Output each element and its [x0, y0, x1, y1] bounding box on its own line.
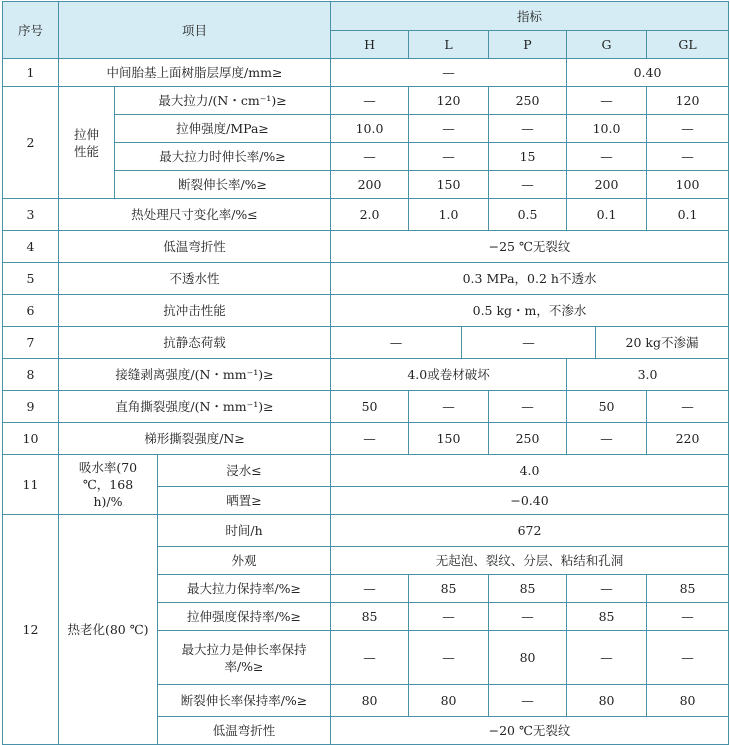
- static-load-subtable: [331, 327, 728, 358]
- row-item: 不透水性: [59, 263, 331, 295]
- row-item: 时间/h: [158, 515, 331, 547]
- row-item: 低温弯折性: [59, 231, 331, 263]
- table-row: [3, 199, 729, 231]
- cell-value: 0.3 MPa，0.2 h不透水: [331, 263, 729, 295]
- row-item: 热处理尺寸变化率/%≤: [59, 199, 331, 231]
- cell-value: —: [647, 603, 729, 631]
- cell-value: —: [331, 143, 409, 171]
- row-number: 12: [3, 515, 59, 745]
- cell-value: 120: [647, 87, 729, 115]
- row-item: 接缝剥离强度/(N・mm⁻¹)≥: [59, 359, 331, 391]
- row-number: 11: [3, 455, 59, 515]
- row-item: 最大拉力/(N・cm⁻¹)≥: [115, 87, 331, 115]
- table-row: [3, 263, 729, 295]
- cell-value: 0.40: [567, 59, 729, 87]
- cell-value: —: [489, 171, 567, 199]
- cell-value: 200: [567, 171, 647, 199]
- row-item: 断裂伸长率保持率/%≥: [158, 685, 331, 717]
- spec-table: [2, 1, 729, 745]
- row-item: 拉伸强度/MPa≥: [115, 115, 331, 143]
- cell-value: 无起泡、裂纹、分层、粘结和孔洞: [331, 547, 729, 575]
- cell-value: 10.0: [567, 115, 647, 143]
- row-number: 1: [3, 59, 59, 87]
- cell-value: 80: [331, 685, 409, 717]
- row-item: 低温弯折性: [158, 717, 331, 745]
- header-seq: 序号: [3, 2, 59, 59]
- row-number: 10: [3, 423, 59, 455]
- cell-value: 250: [489, 423, 567, 455]
- row-number: 9: [3, 391, 59, 423]
- cell-value: 15: [489, 143, 567, 171]
- cell-value: 220: [647, 423, 729, 455]
- row-item: 最大拉力是伸长率保持率/%≥: [158, 631, 331, 685]
- cell-value: 2.0: [331, 199, 409, 231]
- cell-value: —: [331, 87, 409, 115]
- row-item: 直角撕裂强度/(N・mm⁻¹)≥: [59, 391, 331, 423]
- table-row: [3, 327, 729, 359]
- cell-value: 150: [409, 423, 489, 455]
- table-row: [3, 87, 729, 115]
- cell-value: 85: [331, 603, 409, 631]
- cell-value: —: [567, 575, 647, 603]
- grade-gl: GL: [647, 31, 729, 59]
- cell-value: 50: [331, 391, 409, 423]
- table-row: [3, 231, 729, 263]
- row-item: 最大拉力时伸长率/%≥: [115, 143, 331, 171]
- cell-value: 0.5 kg・m，不渗水: [331, 295, 729, 327]
- cell-value: —: [462, 327, 596, 358]
- cell-value: —: [489, 115, 567, 143]
- cell-value: —: [331, 59, 567, 87]
- header-indicator: 指标: [331, 2, 729, 31]
- cell-value: 4.0或卷材破坏: [331, 359, 567, 391]
- row-item: 中间胎基上面树脂层厚度/mm≥: [59, 59, 331, 87]
- static-load-values: [331, 327, 729, 359]
- grade-g: G: [567, 31, 647, 59]
- cell-value: —: [647, 143, 729, 171]
- cell-value: 0.1: [567, 199, 647, 231]
- cell-value: 100: [647, 171, 729, 199]
- row-item: 抗冲击性能: [59, 295, 331, 327]
- cell-value: —: [567, 143, 647, 171]
- cell-value: —: [647, 391, 729, 423]
- table-row: [3, 391, 729, 423]
- row-number: 8: [3, 359, 59, 391]
- cell-value: 1.0: [409, 199, 489, 231]
- cell-value: —: [409, 631, 489, 685]
- cell-value: —: [647, 631, 729, 685]
- grade-h: H: [331, 31, 409, 59]
- cell-value: —: [489, 391, 567, 423]
- cell-value: —: [409, 115, 489, 143]
- cell-value: —: [567, 423, 647, 455]
- cell-value: 50: [567, 391, 647, 423]
- cell-value: −20 ℃无裂纹: [331, 717, 729, 745]
- row-item: 抗静态荷载: [59, 327, 331, 359]
- cell-value: —: [409, 391, 489, 423]
- cell-value: —: [489, 603, 567, 631]
- row-item: 拉伸强度保持率/%≥: [158, 603, 331, 631]
- row-item: 最大拉力保持率/%≥: [158, 575, 331, 603]
- grade-l: L: [409, 31, 489, 59]
- row-number: 7: [3, 327, 59, 359]
- row-group: 热老化(80 ℃): [59, 515, 158, 745]
- cell-value: —: [647, 115, 729, 143]
- cell-value: 85: [409, 575, 489, 603]
- row-item: 晒置≥: [158, 487, 331, 515]
- cell-value: —: [331, 575, 409, 603]
- cell-value: 672: [331, 515, 729, 547]
- cell-value: —: [409, 603, 489, 631]
- row-number: 5: [3, 263, 59, 295]
- cell-value: 3.0: [567, 359, 729, 391]
- grade-p: P: [489, 31, 567, 59]
- cell-value: 85: [647, 575, 729, 603]
- table-row: [3, 359, 729, 391]
- table-row: [3, 295, 729, 327]
- row-group: 拉伸性能: [59, 87, 115, 199]
- cell-value: —: [567, 87, 647, 115]
- cell-value: 10.0: [331, 115, 409, 143]
- cell-value: −25 ℃无裂纹: [331, 231, 729, 263]
- cell-value: −0.40: [331, 487, 729, 515]
- cell-value: 0.1: [647, 199, 729, 231]
- row-item: 断裂伸长率/%≥: [115, 171, 331, 199]
- cell-value: —: [409, 143, 489, 171]
- row-item: 梯形撕裂强度/N≥: [59, 423, 331, 455]
- cell-value: —: [331, 423, 409, 455]
- table-row: [3, 59, 729, 87]
- cell-value: 0.5: [489, 199, 567, 231]
- row-number: 2: [3, 87, 59, 199]
- cell-value: 250: [489, 87, 567, 115]
- cell-value: —: [331, 631, 409, 685]
- table-row: [3, 515, 729, 547]
- cell-value: 4.0: [331, 455, 729, 487]
- cell-value: 80: [409, 685, 489, 717]
- table-row: [3, 423, 729, 455]
- row-number: 3: [3, 199, 59, 231]
- table-row: [3, 455, 729, 487]
- cell-value: —: [489, 685, 567, 717]
- cell-value: 80: [647, 685, 729, 717]
- cell-value: 200: [331, 171, 409, 199]
- row-number: 4: [3, 231, 59, 263]
- cell-value: 85: [489, 575, 567, 603]
- cell-value: —: [567, 631, 647, 685]
- cell-value: 80: [567, 685, 647, 717]
- header-item: 项目: [59, 2, 331, 59]
- row-group: 吸水率(70 ℃，168 h)/%: [59, 455, 158, 515]
- cell-value: 120: [409, 87, 489, 115]
- row-item: 外观: [158, 547, 331, 575]
- cell-value: 80: [489, 631, 567, 685]
- row-number: 6: [3, 295, 59, 327]
- cell-value: —: [331, 327, 462, 358]
- row-item: 浸水≤: [158, 455, 331, 487]
- cell-value: 20 kg不渗漏: [625, 335, 699, 350]
- cell-value: 85: [567, 603, 647, 631]
- cell-value: 150: [409, 171, 489, 199]
